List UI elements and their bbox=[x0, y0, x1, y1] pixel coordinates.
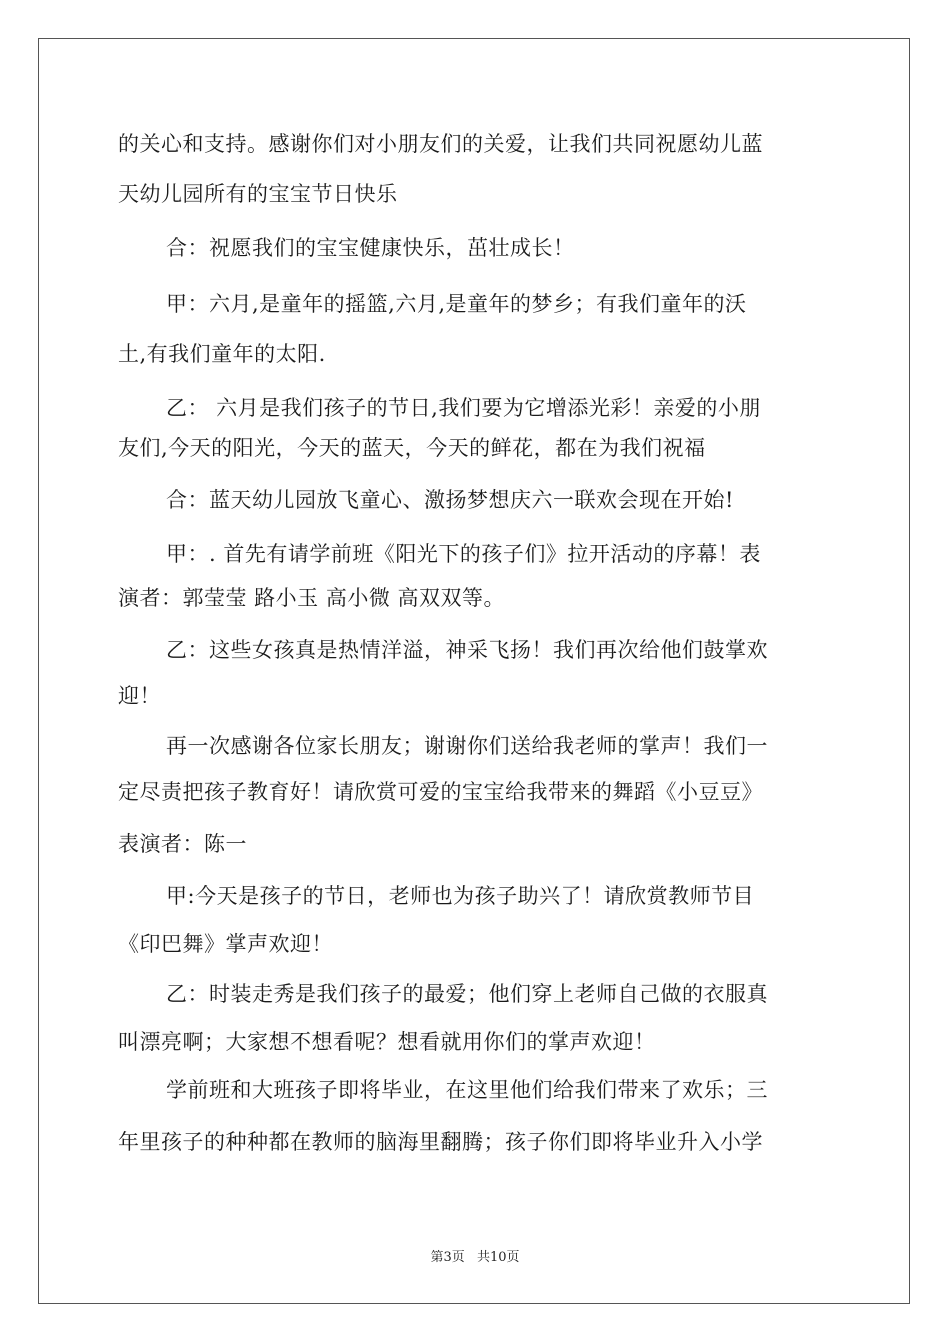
page-footer bbox=[0, 1246, 950, 1265]
text-line: 土,有我们童年的太阳. bbox=[118, 342, 326, 366]
text-line: 友们,今天的阳光，今天的蓝天，今天的鲜花，都在为我们祝福 bbox=[118, 436, 706, 460]
text-line: 合：祝愿我们的宝宝健康快乐，茁壮成长！ bbox=[166, 236, 575, 260]
page-total: 共10页 bbox=[476, 1250, 520, 1265]
text-line: 《印巴舞》掌声欢迎！ bbox=[118, 932, 333, 956]
text-line: 乙： 六月是我们孩子的节日,我们要为它增添光彩！亲爱的小朋 bbox=[166, 396, 761, 420]
text-line: 甲:今天是孩子的节日，老师也为孩子助兴了！请欣赏教师节目 bbox=[166, 884, 755, 908]
page-number: 第3页 bbox=[430, 1250, 465, 1265]
text-line: 天幼儿园所有的宝宝节日快乐 bbox=[118, 182, 398, 206]
text-line: 乙：时装走秀是我们孩子的最爱；他们穿上老师自己做的衣服真 bbox=[166, 982, 768, 1006]
text-line: 迎！ bbox=[118, 684, 161, 708]
text-line: 演者：郭莹莹 路小玉 高小微 高双双等。 bbox=[118, 586, 506, 610]
text-line: 表演者：陈一 bbox=[118, 832, 247, 856]
text-line: 乙：这些女孩真是热情洋溢，神采飞扬！我们再次给他们鼓掌欢 bbox=[166, 638, 768, 662]
page-border bbox=[38, 38, 910, 1304]
text-line: 甲：六月,是童年的摇篮,六月,是童年的梦乡；有我们童年的沃 bbox=[166, 292, 747, 316]
text-line: 甲：. 首先有请学前班《阳光下的孩子们》拉开活动的序幕！表 bbox=[166, 542, 761, 566]
text-line: 合：蓝天幼儿园放飞童心、激扬梦想庆六一联欢会现在开始! bbox=[166, 488, 734, 512]
text-line: 定尽责把孩子教育好！请欣赏可爱的宝宝给我带来的舞蹈《小豆豆》 bbox=[118, 780, 763, 804]
text-line: 年里孩子的种种都在教师的脑海里翻腾；孩子你们即将毕业升入小学 bbox=[118, 1130, 763, 1154]
text-line: 叫漂亮啊；大家想不想看呢？想看就用你们的掌声欢迎！ bbox=[118, 1030, 656, 1054]
text-line: 再一次感谢各位家长朋友；谢谢你们送给我老师的掌声！我们一 bbox=[166, 734, 768, 758]
text-line: 学前班和大班孩子即将毕业，在这里他们给我们带来了欢乐；三 bbox=[166, 1078, 768, 1102]
text-line: 的关心和支持。感谢你们对小朋友们的关爱，让我们共同祝愿幼儿蓝 bbox=[118, 132, 763, 156]
